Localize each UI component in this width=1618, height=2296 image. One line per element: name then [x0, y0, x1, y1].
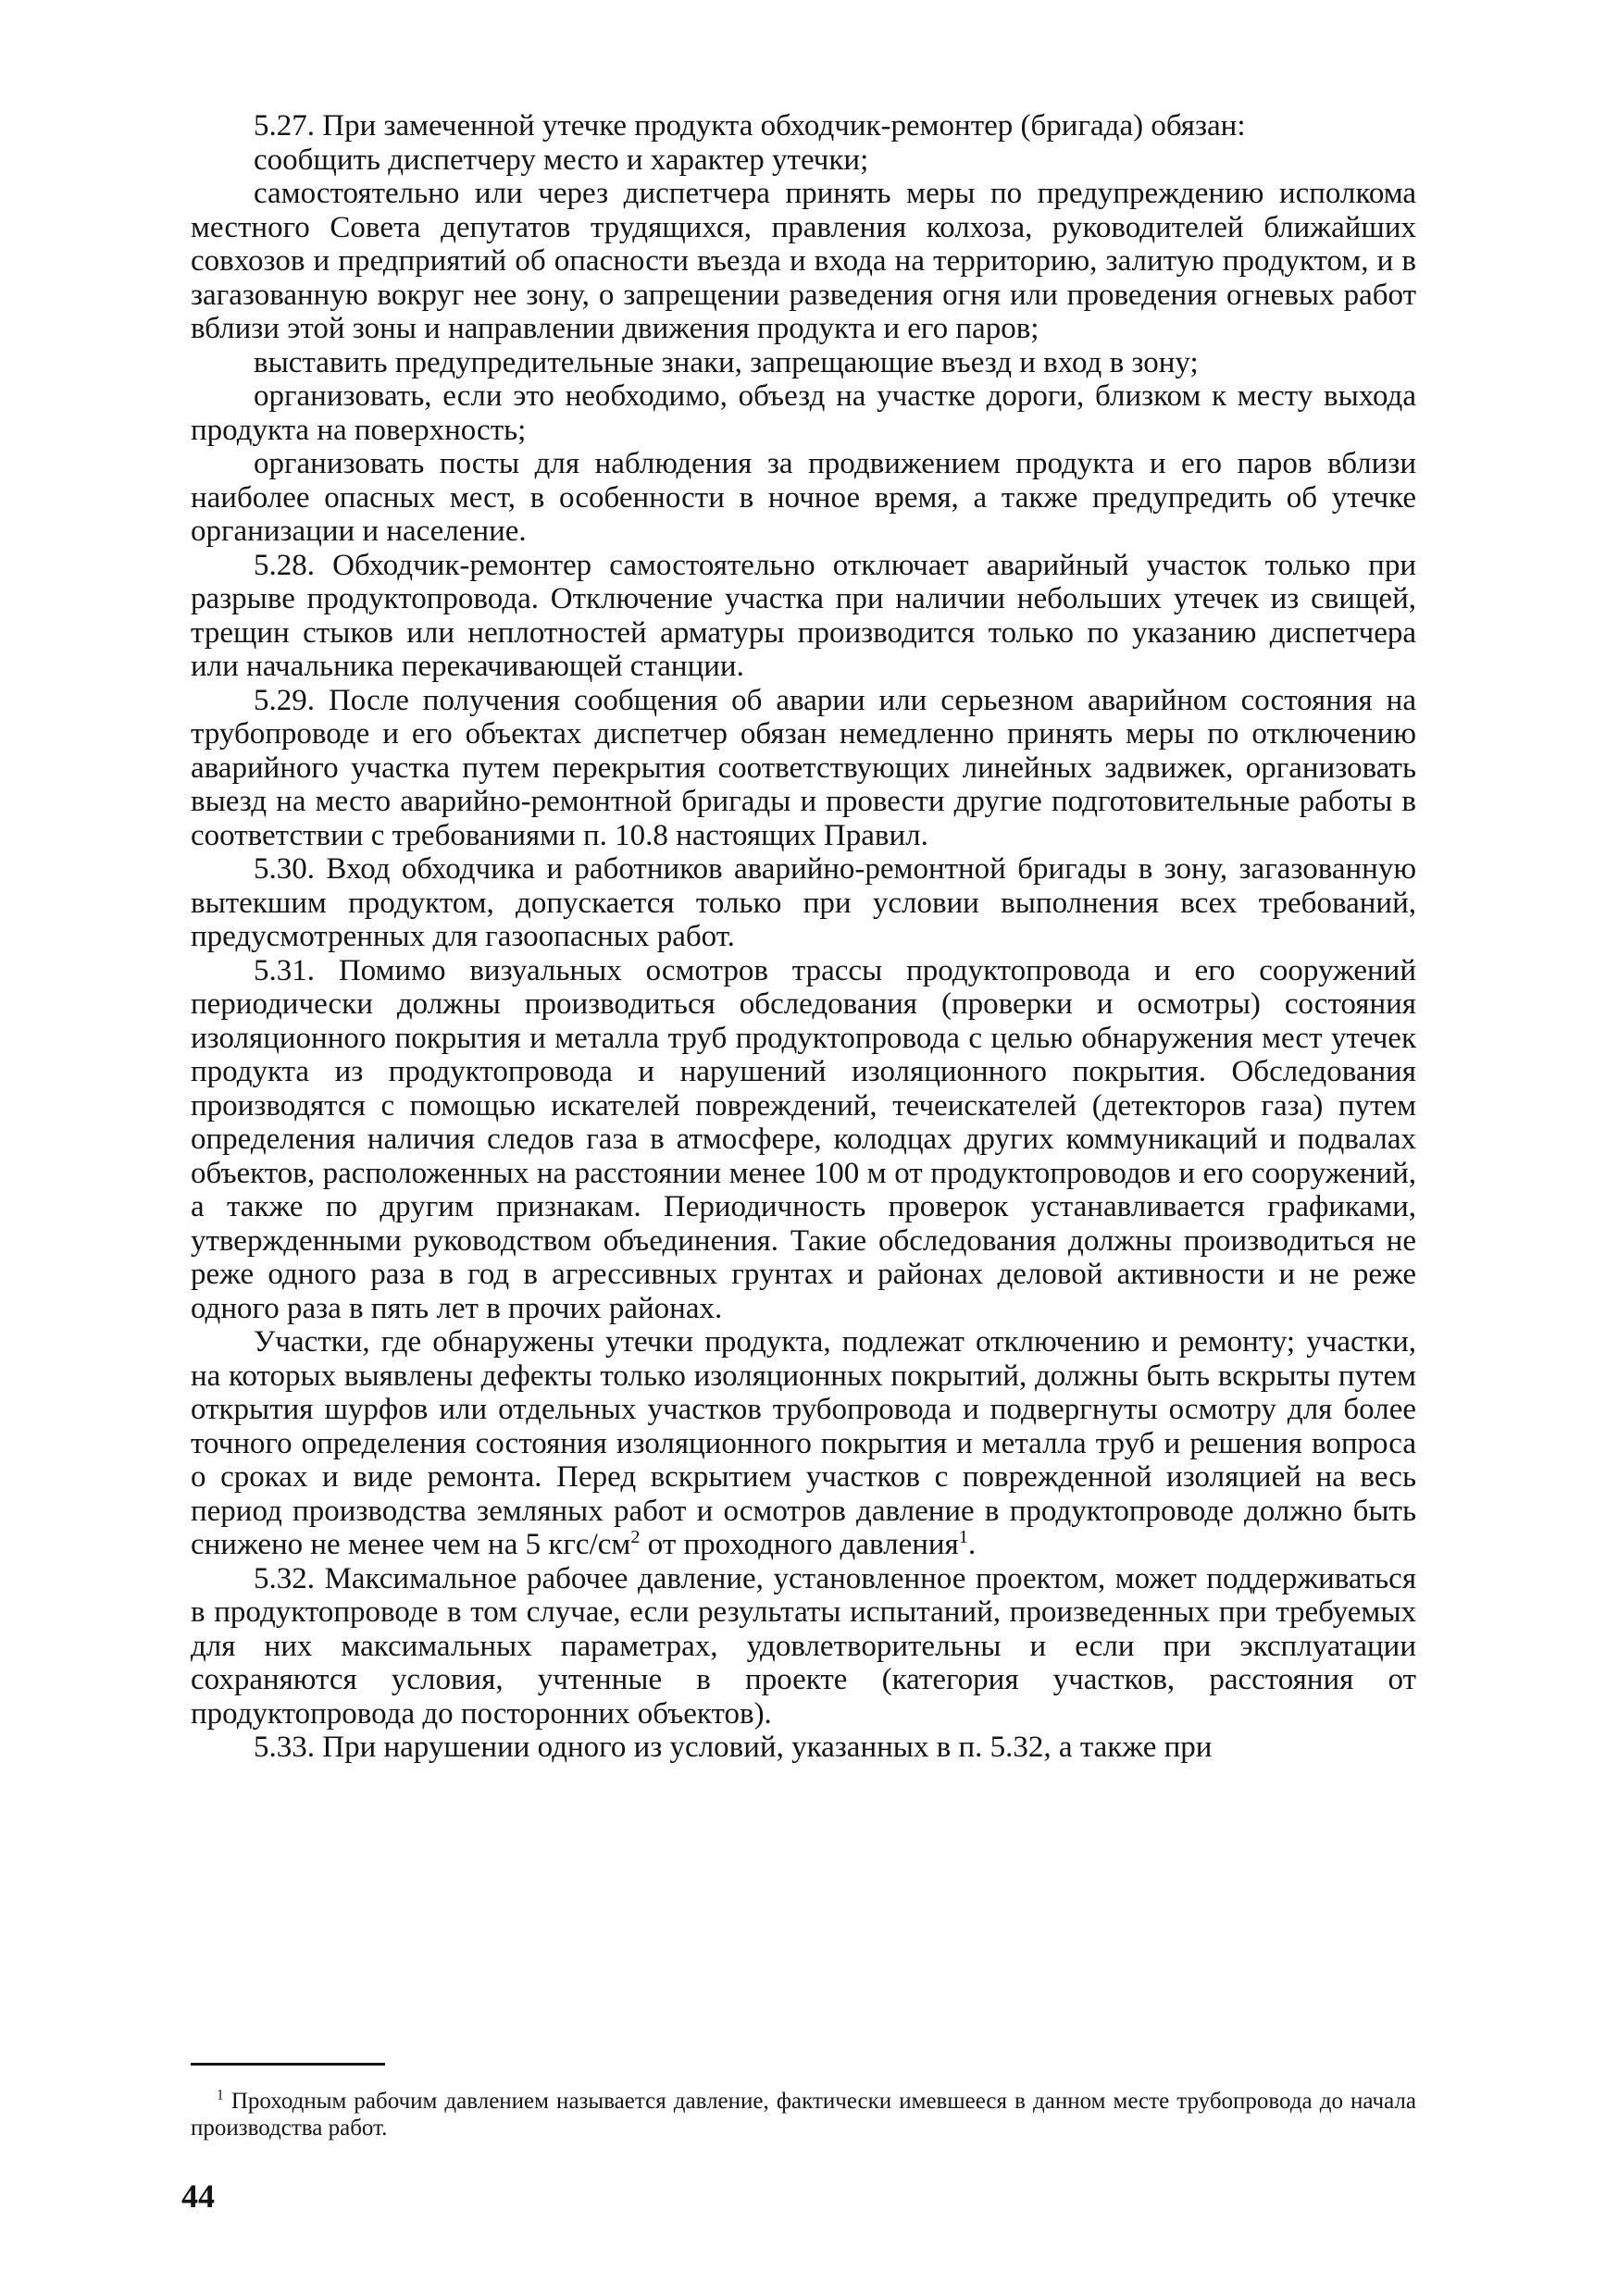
paragraph-5-31-continued-text: Участки, где обнаружены утечки продукта, подлежат отключению и ремонту; участки, на которых выявлены дефекты только изоляционных покрытий, должны быть вскрыты путем открытия шурфов или отдельных участков трубопровода и подвергнуты осмотру для более точного определения состояния изоляционного покрытия и металла труб и решения вопроса о сроках и виде ремонта. Перед вскрытием участков с поврежденной изоляцией на весь период производства земляных работ и осмотров давление в продуктопроводе должно быть снижено не менее чем на 5 кгс/см	[191, 1325, 1416, 1561]
footnotes	[191, 2088, 1416, 2141]
paragraph-5-28: 5.28. Обходчик-ремонтер самостоятельно отключает аварийный участок только при разрыве продуктопровода. Отключение участка при наличии небольших утечек из свищей, трещин стыков или неплотностей арматуры производится только по указанию диспетчера или начальника перекачивающей станции.	[191, 548, 1416, 683]
page-number: 44	[181, 2178, 215, 2215]
paragraph-5-33: 5.33. При нарушении одного из условий, указанных в п. 5.32, а также при	[254, 1731, 1213, 1764]
unit-superscript: 2	[630, 1527, 641, 1547]
paragraph-5-29: 5.29. После получения сообщения об аварии или серьезном аварийном состояния на трубопроводе и его объектах диспетчер обязан немедленно принять меры по отключению аварийного участка путем перекрытия соответствующих линейных задвижек, организовать выезд на место аварийно-ремонтной бригады и провести другие подготовительные работы в соответствии с требованиями п. 10.8 настоящих Правил.	[191, 683, 1416, 852]
paragraph-5-31-continued	[191, 1325, 1416, 1562]
paragraph-5-31-continued-end: .	[967, 1528, 977, 1561]
paragraph-5-31-continued-tail: от проходного давления	[640, 1528, 959, 1561]
paragraph-5-30: 5.30. Вход обходчика и работников аварийно-ремонтной бригады в зону, загазованную вытекшим продуктом, допускается только при условии выполнения всех требований, предусмотренных для газоопасных работ.	[191, 852, 1416, 953]
list-item-warning-signs: выставить предупредительные знаки, запрещающие въезд и вход в зону;	[254, 345, 1199, 379]
main-text	[191, 109, 1416, 1765]
list-item-detour: организовать, если это необходимо, объезд на участке дороги, близком к месту выхода продукта на поверхность;	[191, 379, 1416, 447]
footnote-text: Проходным рабочим давлением называется давление, фактически имевшееся в данном месте трубопровода до начала производства работ.	[191, 2089, 1416, 2141]
paragraph-5-31: 5.31. Помимо визуальных осмотров трассы продуктопровода и его сооружений периодически должны производиться обследования (проверки и осмотры) состояния изоляционного покрытия и металла труб продуктопровода с целью обнаружения мест утечек продукта из продуктопровода и нарушений изоляционного покрытия. Обследования производятся с помощью искателей повреждений, течеискателей (детекторов газа) путем определения наличия следов газа в атмосфере, колодцах других коммуникаций и подвалах объектов, расположенных на расстоянии менее 100 м от продуктопроводов и его сооружений, а также по другим признакам. Периодичность проверок устанавливается графиками, утвержденными руководством объединения. Такие обследования должны производиться не реже одного раза в год в агрессивных грунтах и районах деловой активности и не реже одного раза в пять лет в прочих районах.	[191, 953, 1416, 1325]
paragraph-5-32: 5.32. Максимальное рабочее давление, установленное проектом, может поддерживаться в продуктопроводе в том случае, если результаты испытаний, произведенных при требуемых для них максимальных параметрах, удовлетворительны и если при эксплуатации сохраняются условия, учтенные в проекте (категория участков, расстояния от продуктопровода до посторонних объектов).	[191, 1561, 1416, 1731]
footnote-reference: 1	[958, 1527, 968, 1547]
footnote-divider	[191, 2063, 385, 2066]
footnote-mark: 1	[217, 2087, 224, 2104]
list-item-warn-authorities: самостоятельно или через диспетчера принять меры по предупреждению исполкома местного Совета депутатов трудящихся, правления колхоза, руководителей ближайших совхозов и предприятий об опасности въезда и входа на территорию, залитую продуктом, и в загазованную вокруг нее зону, о запрещении разведения огня или проведения огневых работ вблизи этой зоны и направлении движения продукта и его паров;	[191, 177, 1416, 345]
list-item-posts: организовать посты для наблюдения за продвижением продукта и его паров вблизи наиболее опасных мест, в особенности в ночное время, а также предупредить об утечке организации и население.	[191, 447, 1416, 548]
footnote-1	[191, 2088, 1416, 2141]
paragraph-5-27: 5.27. При замеченной утечке продукта обходчик-ремонтер (бригада) обязан:	[254, 109, 1246, 143]
list-item-inform-dispatcher: сообщить диспетчеру место и характер утечки;	[254, 143, 869, 177]
